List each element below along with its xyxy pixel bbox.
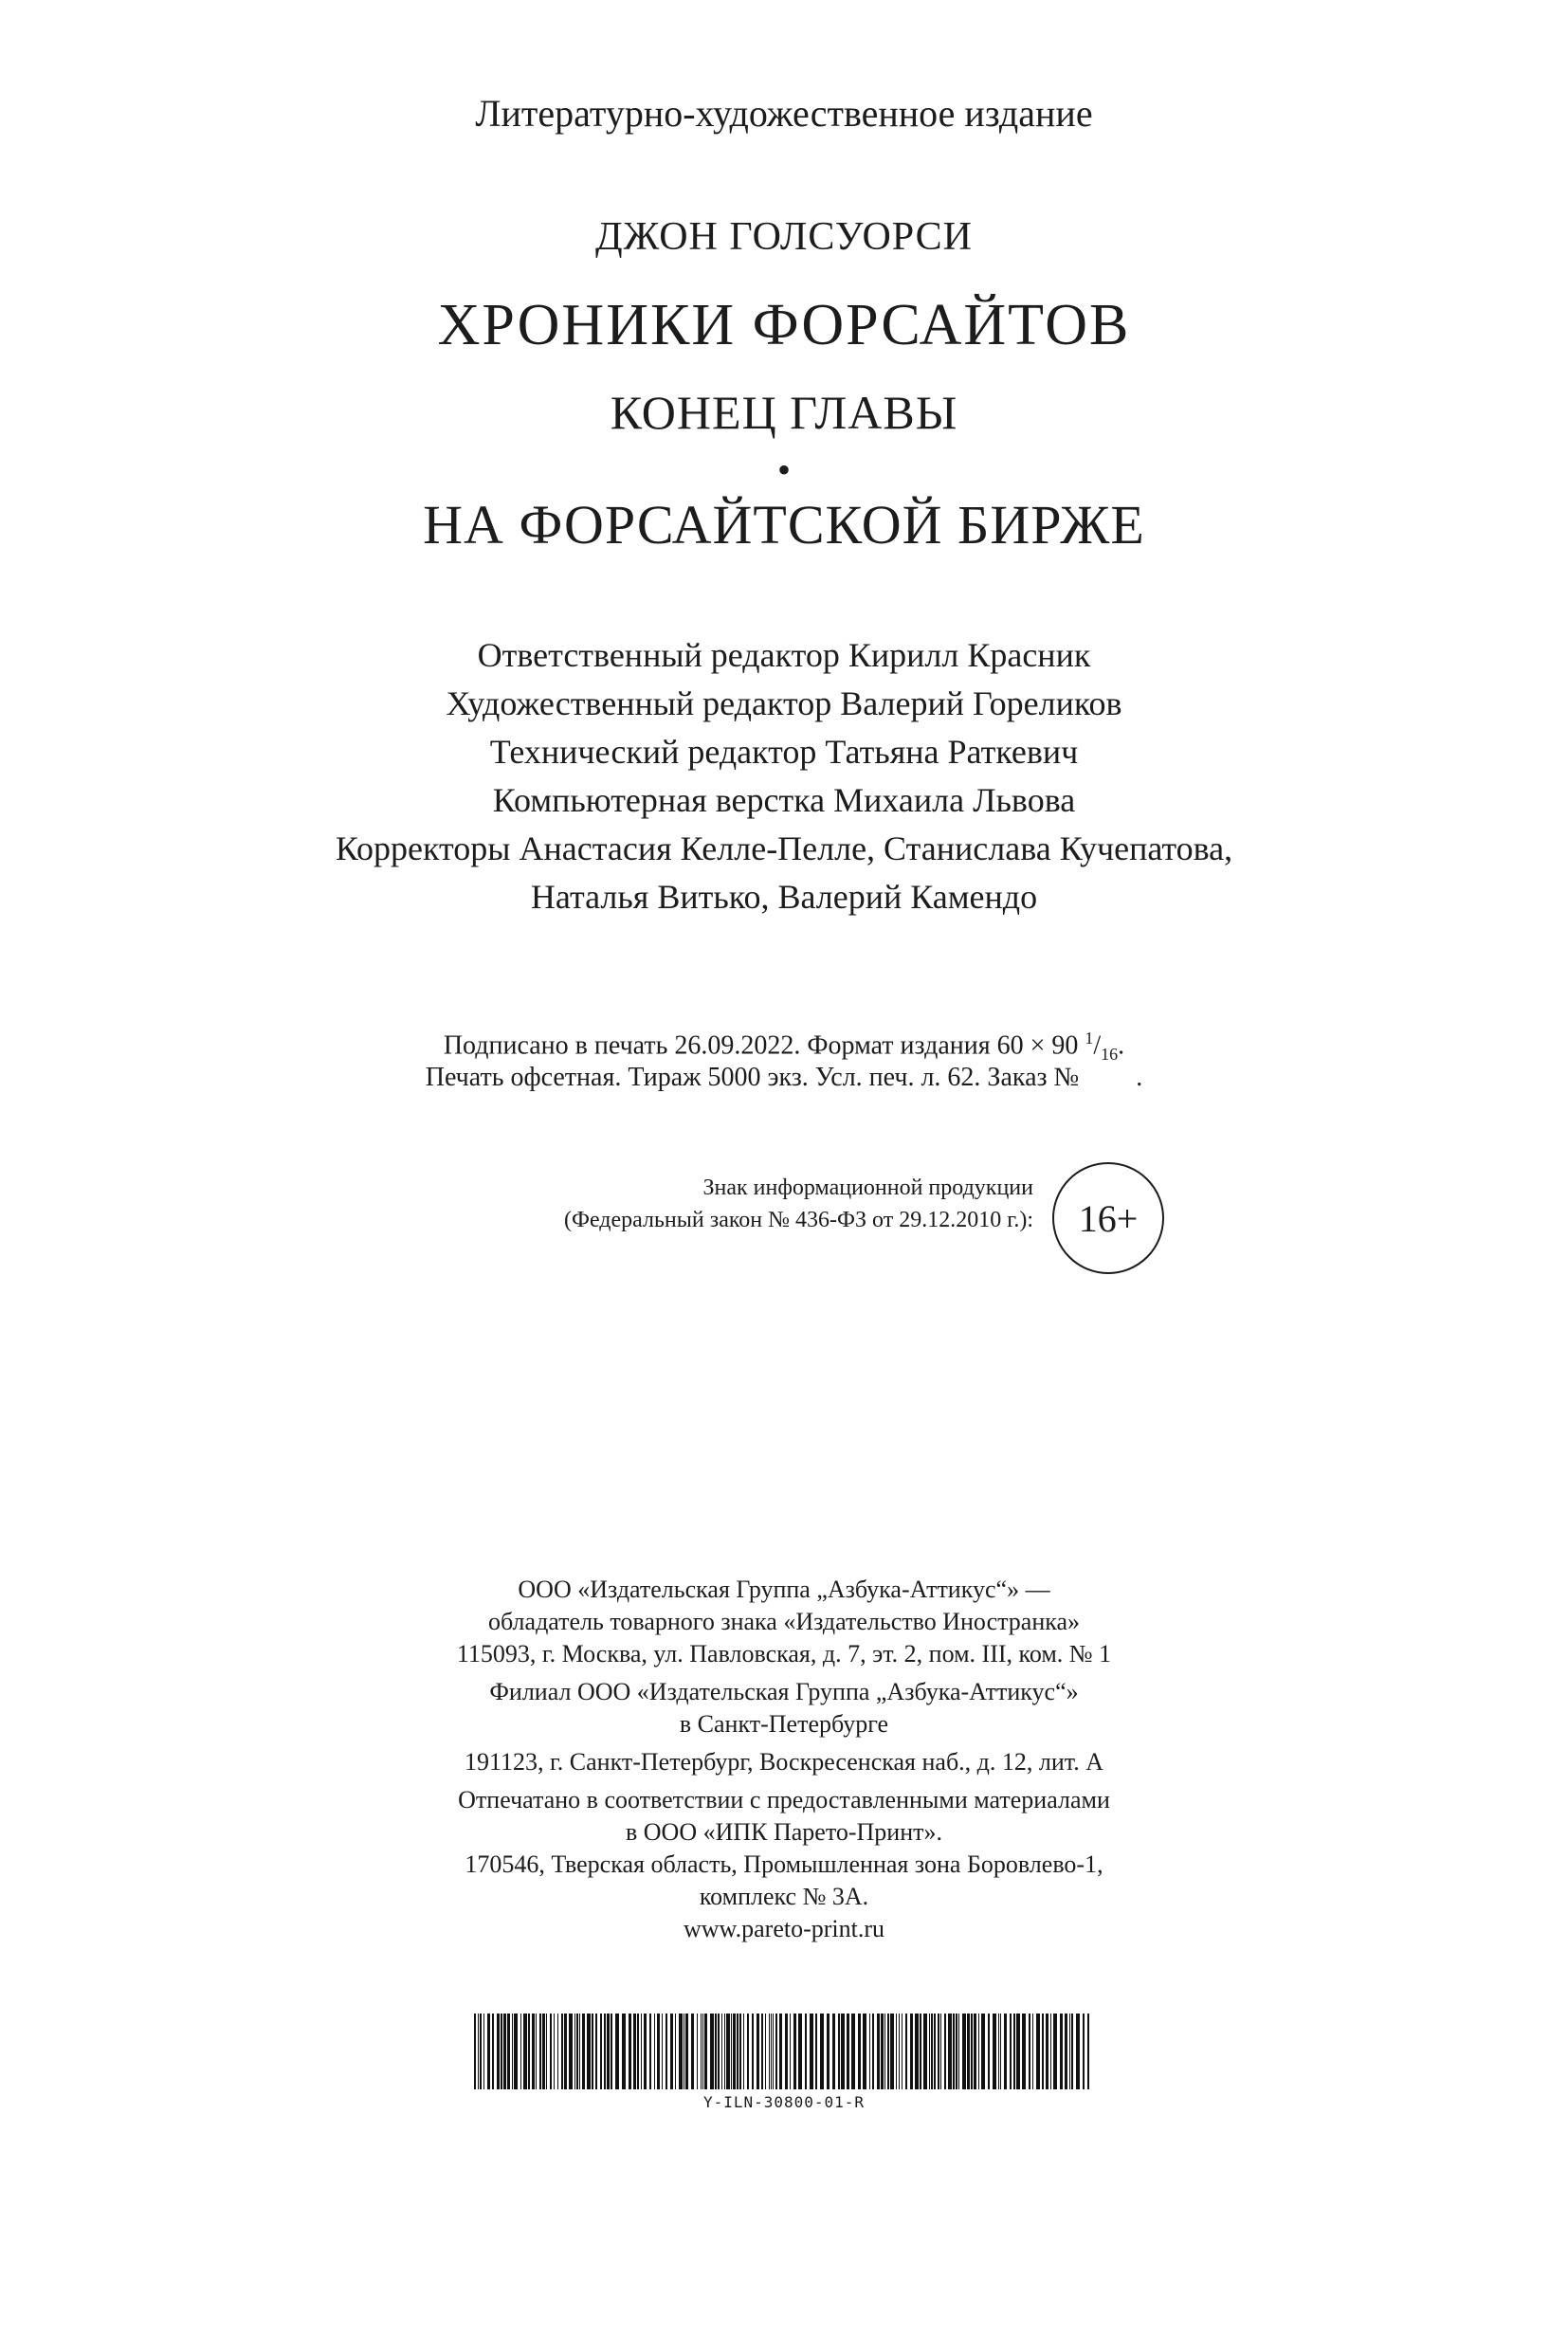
credit-line-editor: Ответственный редактор Кирилл Красник [477, 636, 1091, 674]
edition-type: Литературно-художественное издание [475, 92, 1093, 135]
credit-line-art-editor: Художественный редактор Валерий Гореликов [446, 684, 1122, 722]
publisher-line: 115093, г. Москва, ул. Павловская, д. 7, эт. 2, пом. III, ком. № 1 [456, 1640, 1112, 1668]
format-fraction-numerator: 1 [1085, 1029, 1094, 1048]
credit-line-tech-editor: Технический редактор Татьяна Раткевич [489, 733, 1079, 771]
printer-line: 170546, Тверская область, Промышленная зона Боровлево-1, [465, 1850, 1103, 1878]
title-separator: • [776, 448, 791, 491]
publisher-line: ООО «Издательская Группа „Азбука-Аттикус“» — [518, 1576, 1050, 1603]
print-info-line-2: Печать офсетная. Тираж 5000 экз. Усл. печ. л. 62. Заказ № . [425, 1063, 1143, 1092]
age-rating-badge [1052, 1162, 1164, 1274]
print-info-block [0, 1018, 1568, 1098]
barcode-text: Y-ILN-30800-01-R [702, 2093, 866, 2111]
credit-line-proofreaders-cont: Наталья Витько, Валерий Камендо [530, 878, 1038, 916]
credit-line-layout: Компьютерная верстка Михаила Львова [492, 781, 1076, 819]
age-rating-value: 16+ [1078, 1196, 1139, 1240]
age-rating-label-line-2: (Федеральный закон № 436-ФЗ от 29.12.2010 г.): [563, 1208, 1033, 1232]
printer-line: Отпечатано в соответствии с предоставленными материалами [458, 1786, 1110, 1813]
print-info-run-text: Печать офсетная. Тираж 5000 экз. Усл. печ. л. 62. Заказ № [425, 1063, 1080, 1092]
publisher-block [0, 1574, 1568, 1945]
credits-block [0, 631, 1568, 921]
credit-line-proofreaders: Корректоры Анастасия Келле-Пелле, Станислава Кучепатова, [335, 829, 1233, 867]
book-title-1: КОНЕЦ ГЛАВЫ [610, 386, 958, 439]
printer-line: комплекс № 3А. [699, 1883, 869, 1910]
printer-website: www.pareto-print.ru [683, 1915, 885, 1942]
publisher-line: Филиал ООО «Издательская Группа „Азбука-Аттикус“» [489, 1678, 1079, 1705]
age-rating-label-line-1: Знак информационной продукции [702, 1176, 1033, 1200]
format-fraction-denominator: 16 [1101, 1044, 1119, 1064]
author-name: ДЖОН ГОЛСУОРСИ [594, 215, 973, 259]
printer-line: в ООО «ИПК Парето-Принт». [625, 1818, 942, 1846]
publisher-line: 191123, г. Санкт-Петербург, Воскресенская наб., д. 12, лит. А [465, 1748, 1103, 1776]
age-rating-label [379, 1172, 1033, 1236]
print-info-line-1: Подписано в печать 26.09.2022. Формат издания 60 × 90 $^1/_{16}$. [443, 1029, 1125, 1064]
publisher-line: в Санкт-Петербурге [679, 1710, 889, 1738]
barcode [474, 2014, 1090, 2089]
book-title-2: НА ФОРСАЙТСКОЙ БИРЖЕ [423, 494, 1145, 556]
series-title: ХРОНИКИ ФОРСАЙТОВ [437, 293, 1131, 357]
publisher-line: обладатель товарного знака «Издательство Иностранка» [487, 1608, 1081, 1635]
print-info-format-text: Подписано в печать 26.09.2022. Формат издания 60 × 90 [443, 1030, 1079, 1061]
